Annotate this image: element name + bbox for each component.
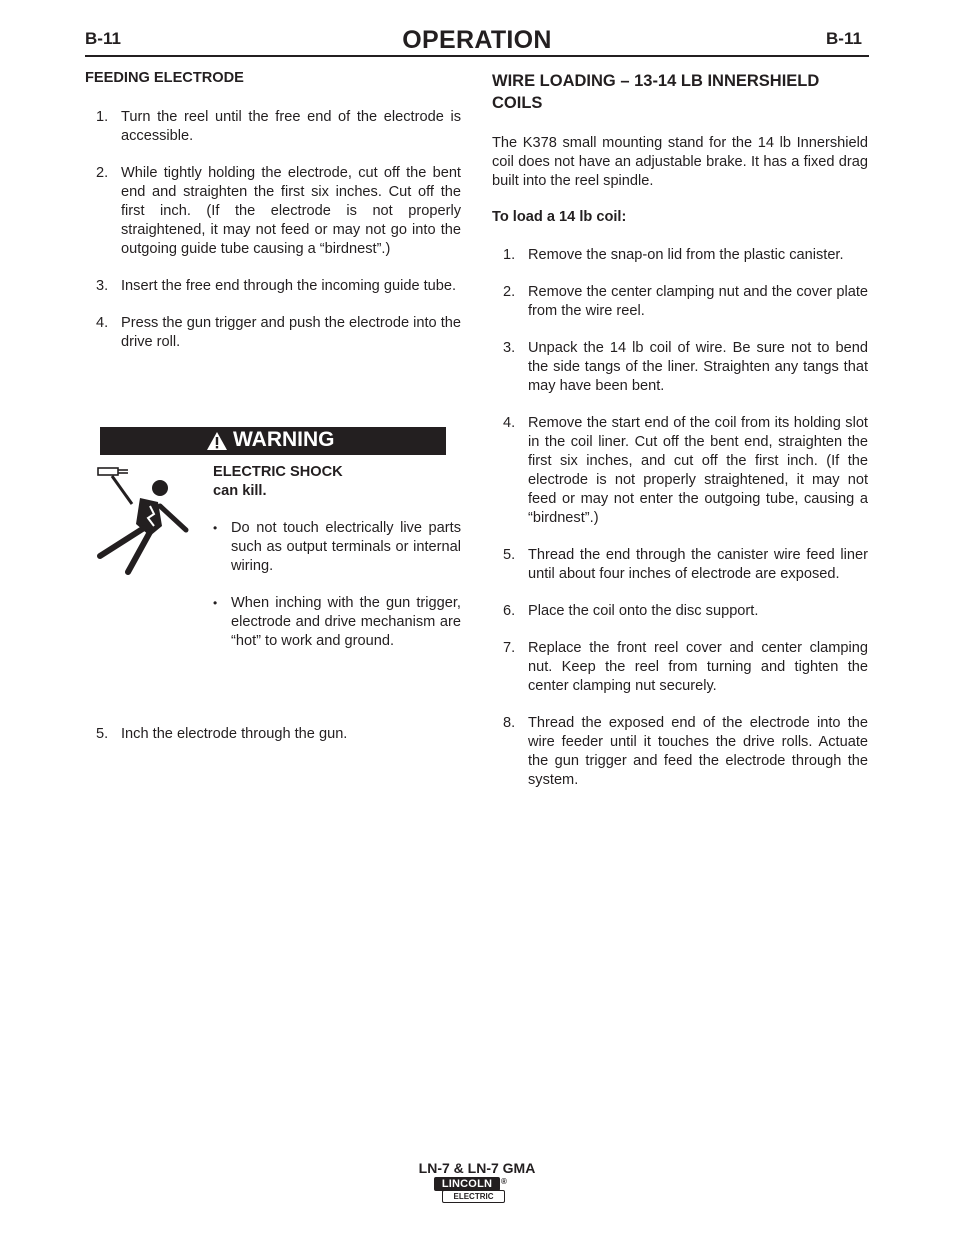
list-item [213, 594, 461, 651]
feeding-electrode-heading: FEEDING ELECTRODE [85, 70, 244, 86]
bullet-icon: • [213, 596, 218, 610]
lincoln-electric-logo [432, 1177, 512, 1204]
step-text: Turn the reel until the free end of the electrode is accessible. [121, 109, 461, 144]
step-number: 2. [96, 165, 109, 181]
bullet-text: When inching with the gun trigger, electrode and drive mechanism are “hot” to work and ground. [231, 595, 461, 649]
list-item [213, 519, 461, 576]
list-item [492, 339, 868, 396]
step-text: Remove the center clamping nut and the cover plate from the wire reel. [528, 284, 868, 319]
warning-triangle-icon [206, 431, 228, 451]
wire-loading-intro: The K378 small mounting stand for the 14 lb Innershield coil does not have an adjustable brake. It has a fixed drag built into the reel spindle. [492, 135, 868, 189]
warning-bullets [213, 519, 461, 651]
list-item [492, 602, 868, 621]
footer-model: LN-7 & LN-7 GMA [418, 1160, 536, 1176]
registered-mark: ® [501, 1177, 507, 1186]
feeding-step-5 [85, 725, 461, 744]
logo-lincoln: LINCOLN [434, 1177, 500, 1191]
step-number: 4. [503, 415, 516, 431]
page-title: OPERATION [402, 26, 552, 54]
step-text: While tightly holding the electrode, cut off the bent end and straighten the first six inches. Cut off the first inch. (If the electrode is not properly straightened, it may not feed or may not go into the outgoing guide tube causing a “birdnest”.) [121, 165, 461, 257]
list-item [85, 277, 461, 296]
step-text: Place the coil onto the disc support. [528, 603, 759, 619]
step-text: Remove the snap-on lid from the plastic canister. [528, 247, 844, 263]
step-text: Thread the exposed end of the electrode into the wire feeder until it touches the drive rolls. Actuate the gun trigger and feed the electrode through the system. [528, 715, 868, 788]
page-number-left: B-11 [85, 29, 121, 48]
list-item [492, 246, 868, 265]
step-text: Unpack the 14 lb coil of wire. Be sure not to bend the side tangs of the liner. Straighten any tangs that may have been bent. [528, 340, 868, 394]
step-text: Press the gun trigger and push the electrode into the drive roll. [121, 315, 461, 350]
step-text: Remove the start end of the coil from its holding slot in the coil liner. Cut off the bent end, straighten the first six inches, and cut off the first inch. (If the electrode is not properly straightened, it may not feed or may not enter the outgoing tube, causing a “birdnest”.) [528, 415, 868, 526]
step-text: Replace the front reel cover and center clamping nut. Keep the reel from turning and tighten the center clamping nut securely. [528, 640, 868, 694]
hazard-title: ELECTRIC SHOCK [213, 464, 343, 480]
list-item [492, 714, 868, 790]
step-number: 1. [503, 247, 516, 263]
step-number: 5. [503, 547, 516, 563]
list-item [492, 283, 868, 321]
feeding-steps-list [85, 108, 461, 352]
electric-shock-icon [92, 466, 192, 578]
step-number: 7. [503, 640, 516, 656]
list-item [492, 639, 868, 696]
step-number: 3. [96, 278, 109, 294]
bullet-text: Do not touch electrically live parts such as output terminals or internal wiring. [231, 520, 461, 574]
header-rule [85, 55, 869, 57]
step-number: 4. [96, 315, 109, 331]
bullet-icon: • [213, 521, 218, 535]
step-number: 6. [503, 603, 516, 619]
step-number: 2. [503, 284, 516, 300]
page-number-right: B-11 [826, 29, 862, 48]
wire-loading-heading: WIRE LOADING – 13-14 LB INNERSHIELD COILS [492, 72, 820, 112]
warning-label: WARNING [233, 428, 335, 451]
step-number: 1. [96, 109, 109, 125]
list-item [85, 164, 461, 259]
step-text: Insert the free end through the incoming guide tube. [121, 278, 457, 294]
list-item [492, 546, 868, 584]
logo-electric: ELECTRIC [442, 1190, 505, 1203]
step-text: Inch the electrode through the gun. [121, 726, 348, 742]
list-item [85, 725, 461, 744]
step-number: 5. [96, 726, 109, 742]
warning-banner [100, 427, 446, 455]
load-coil-subheading: To load a 14 lb coil: [492, 209, 627, 225]
list-item [492, 414, 868, 528]
step-number: 8. [503, 715, 516, 731]
load-coil-steps-list [492, 246, 868, 790]
list-item [85, 108, 461, 146]
hazard-subtitle: can kill. [213, 483, 267, 499]
step-text: Thread the end through the canister wire feed liner until about four inches of electrode are exposed. [528, 547, 868, 582]
step-number: 3. [503, 340, 516, 356]
list-item [85, 314, 461, 352]
